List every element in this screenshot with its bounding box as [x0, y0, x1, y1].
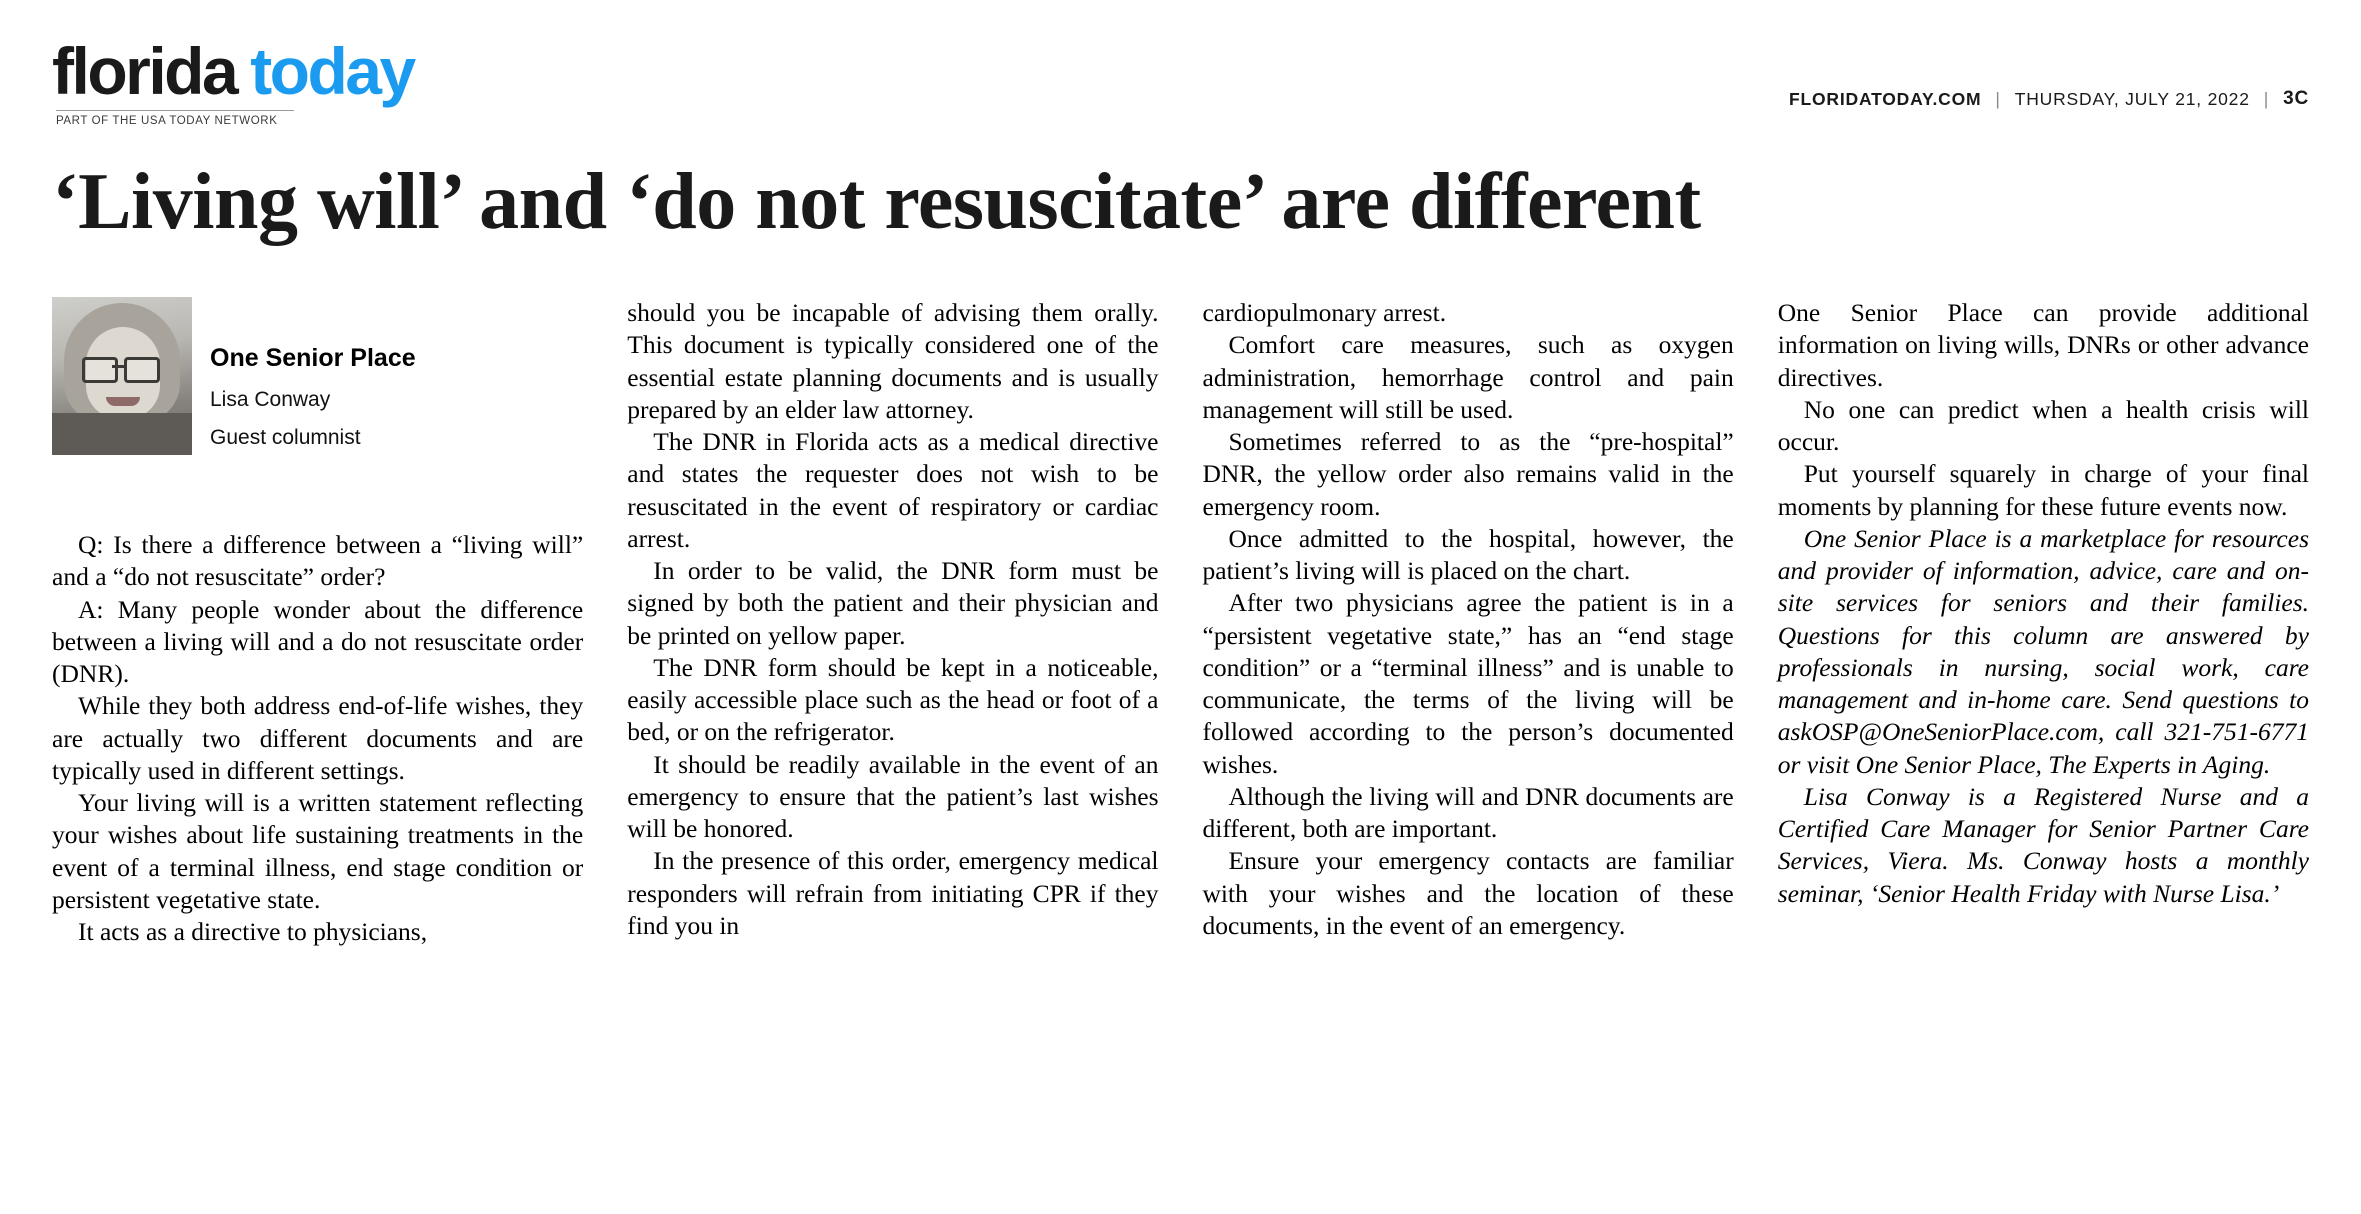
- paragraph: Your living will is a written statement reflecting your wishes about life sustaining treatments in the event of a terminal illness, end stage condition or persistent vegetative state.: [52, 788, 584, 914]
- paragraph: A: Many people wonder about the difference between a living will and a do not resuscitate order (DNR).: [52, 594, 584, 689]
- photo-glasses-bridge: [112, 365, 124, 368]
- column-3: [1203, 297, 1734, 948]
- paragraph: should you be incapable of advising them orally. This document is typically considered one of the essential estate planning documents and is usually prepared by an elder law attorney.: [627, 298, 1159, 424]
- paragraph: The DNR form should be kept in a noticeable, easily accessible place such as the head or foot of a bed, or on the refrigerator.: [627, 652, 1159, 747]
- paragraph: Ensure your emergency contacts are familiar with your wishes and the location of these documents, in the event of an emergency.: [1202, 846, 1734, 940]
- article-body: [52, 297, 2309, 948]
- column-2: [627, 297, 1158, 948]
- website-url: FLORIDATODAY.COM: [1789, 88, 1982, 109]
- column-4: [1778, 297, 2309, 948]
- paragraph: Although the living will and DNR documents are different, both are important.: [1202, 781, 1734, 844]
- photo-glasses-right: [124, 357, 160, 383]
- author-photo: [52, 297, 192, 455]
- logo-wordmark: [52, 34, 414, 108]
- page-number: 3C: [2283, 88, 2309, 109]
- column-title: One Senior Place: [210, 344, 416, 373]
- publication-date: THURSDAY, JULY 21, 2022: [2014, 88, 2250, 109]
- paragraph: It should be readily available in the event of an emergency to ensure that the patient’s last wishes will be honored.: [627, 749, 1159, 844]
- paragraph: While they both address end-of-life wishes, they are actually two different documents and are typically used in different settings.: [52, 691, 584, 785]
- paragraph: After two physicians agree the patient is in a “persistent vegetative state,” has an “end stage condition” or a “terminal illness” and is unable to communicate, the terms of the living will be followed according to the person’s documented wishes.: [1202, 588, 1734, 779]
- paragraph: In order to be valid, the DNR form must be signed by both the patient and their physician and be printed on yellow paper.: [627, 556, 1159, 650]
- dateline: [1789, 30, 2309, 110]
- masthead: [52, 30, 2309, 140]
- author-role: Guest columnist: [210, 426, 361, 450]
- paragraph: cardiopulmonary arrest.: [1202, 298, 1447, 328]
- dateline-separator-1: |: [1995, 88, 2001, 109]
- logo-primary-text: florida: [52, 34, 237, 108]
- paragraph: Comfort care measures, such as oxygen administration, hemorrhage control and pain management will still be used.: [1202, 330, 1734, 424]
- paragraph: Once admitted to the hospital, however, the patient’s living will is placed on the chart.: [1202, 523, 1734, 586]
- dateline-separator-2: |: [2263, 88, 2270, 109]
- paragraph: One Senior Place can provide additional information on living wills, DNRs or other advance directives.: [1777, 298, 2309, 392]
- paragraph: Q: Is there a difference between a “living will” and a “do not resuscitate” order?: [52, 530, 584, 592]
- byline-block: [52, 297, 583, 455]
- paragraph: No one can predict when a health crisis will occur.: [1777, 394, 2309, 457]
- paragraph: Sometimes referred to as the “pre-hospital” DNR, the yellow order also remains valid in the emergency room.: [1202, 427, 1734, 521]
- paragraph: The DNR in Florida acts as a medical directive and states the requester does not wish to be resuscitated in the event of respiratory or cardiac arrest.: [627, 427, 1159, 553]
- byline-text: [210, 297, 416, 452]
- article-headline: ‘Living will’ and ‘do not resuscitate’ are different: [52, 158, 1701, 246]
- paragraph: Put yourself squarely in charge of your final moments by planning for these future events now.: [1777, 459, 2309, 521]
- logo-secondary-text: today: [250, 34, 414, 108]
- column-1: [52, 297, 583, 948]
- author-credentials-note: Lisa Conway is a Registered Nurse and a Certified Care Manager for Senior Partner Care Services, Viera. Ms. Conway hosts a monthly seminar, ‘Senior Health Friday with Nurse Lisa.’: [1777, 781, 2309, 908]
- photo-glasses-left: [82, 357, 118, 383]
- photo-shoulders-shape: [52, 413, 192, 455]
- logo-tagline: PART OF THE USA TODAY NETWORK: [56, 110, 294, 127]
- paragraph: In the presence of this order, emergency medical responders will refrain from initiating CPR if they find you in: [627, 846, 1159, 940]
- author-name: Lisa Conway: [210, 387, 331, 411]
- paragraph: It acts as a directive to physicians,: [78, 917, 428, 947]
- photo-mouth-shape: [106, 397, 140, 406]
- author-bio-note: One Senior Place is a marketplace for resources and provider of information, advice, care and on-site services for seniors and their families. Questions for this column are answered by professionals in nursing, social work, care management and in-home care. Send questions to askOSP@OneSeniorPlace.com, call 321-751-6771 or visit One Senior Place, The Experts in Aging.: [1777, 523, 2309, 779]
- publication-logo[interactable]: [52, 30, 414, 127]
